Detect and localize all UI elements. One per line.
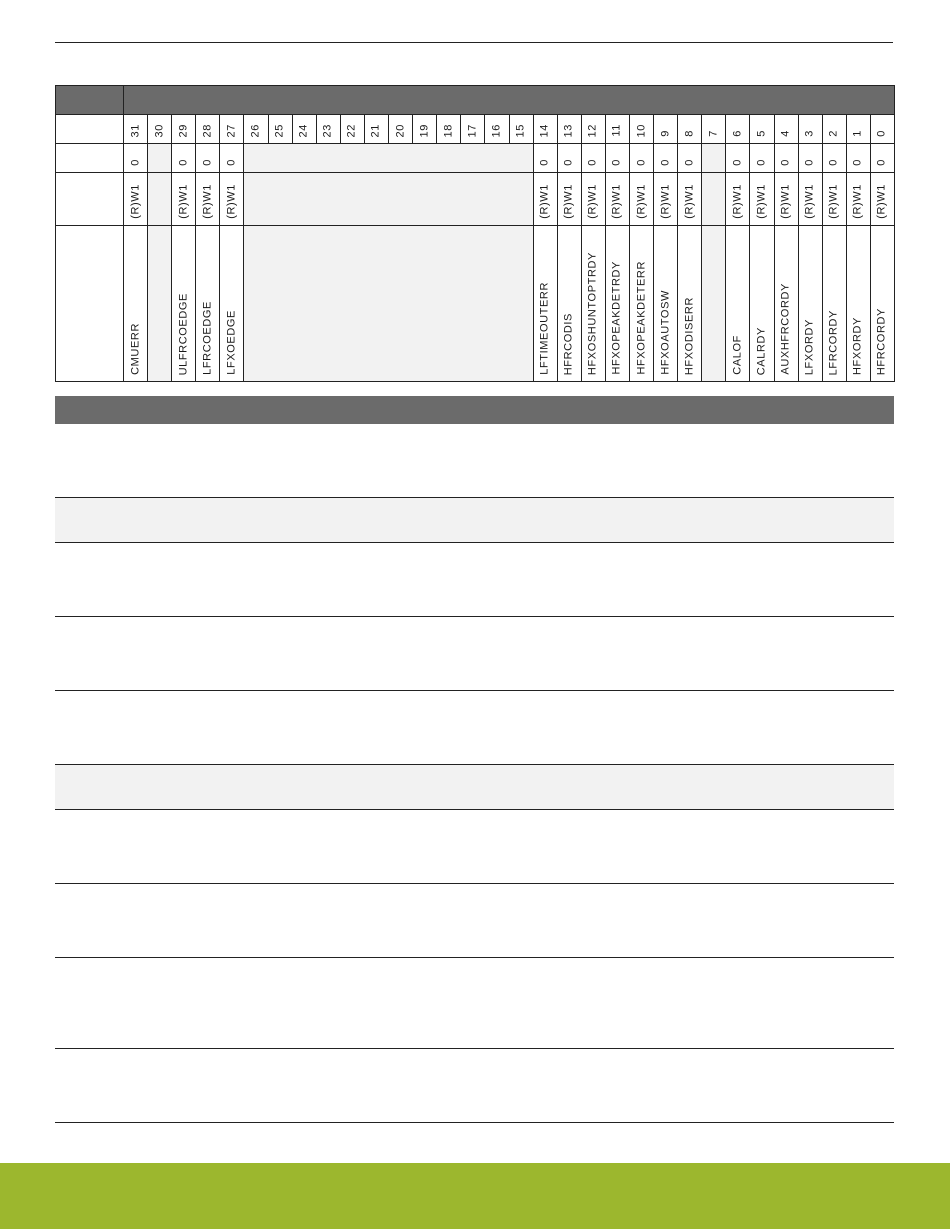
bit-number: 27	[225, 123, 238, 137]
reset-value: 0	[610, 159, 623, 166]
bit-number: 25	[273, 123, 286, 137]
reset-value-cell	[654, 144, 678, 173]
bit-number-cell	[413, 115, 437, 144]
field-row-shaded	[55, 498, 894, 542]
access-value-cell	[726, 173, 750, 226]
bit-number: 2	[827, 130, 840, 137]
bit-number: 29	[177, 123, 190, 137]
access-value-cell	[654, 173, 678, 226]
bit-number-cell	[702, 115, 726, 144]
reset-value-cell	[774, 144, 798, 173]
bit-number-cell	[148, 115, 172, 144]
footer-band	[0, 1163, 950, 1229]
bit-number-row	[56, 115, 895, 144]
bit-number: 11	[610, 124, 623, 137]
reset-value: 0	[755, 159, 768, 166]
bit-number: 15	[514, 123, 527, 137]
field-name: HFXOPEAKDETRDY	[610, 261, 623, 375]
access-value: (R)W1	[586, 184, 599, 219]
field-name-cell	[533, 226, 557, 382]
reset-value-cell	[678, 144, 702, 173]
bit-number-cell	[389, 115, 413, 144]
access-row-label-cell	[56, 173, 124, 226]
bit-number-cell	[605, 115, 629, 144]
access-value-cell	[557, 173, 581, 226]
reset-value: 0	[851, 159, 864, 166]
bit-number: 30	[153, 123, 166, 137]
reset-value-row	[56, 144, 895, 173]
bit-number-cell	[726, 115, 750, 144]
reset-value-cell	[726, 144, 750, 173]
field-name-cell	[220, 226, 244, 382]
bit-number-cell	[461, 115, 485, 144]
access-value: (R)W1	[225, 184, 238, 219]
field-name-cell	[557, 226, 581, 382]
reset-value-cell	[196, 144, 220, 173]
reserved-bits-26-15	[244, 144, 533, 173]
reset-value: 0	[683, 159, 696, 166]
access-value-cell	[220, 173, 244, 226]
bit-number-cell	[268, 115, 292, 144]
reserved-bit-30	[148, 144, 172, 173]
bit-number-cell	[533, 115, 557, 144]
access-value-cell	[605, 173, 629, 226]
field-row-divider	[55, 957, 894, 958]
access-value: (R)W1	[538, 184, 551, 219]
bit-number-cell	[509, 115, 533, 144]
reset-value: 0	[659, 159, 672, 166]
field-name: HFXOSHUNTOPTRDY	[586, 251, 599, 375]
bit-number: 12	[586, 123, 599, 137]
field-name-cell	[846, 226, 870, 382]
access-value: (R)W1	[201, 184, 214, 219]
access-value-cell	[196, 173, 220, 226]
reset-value: 0	[779, 159, 792, 166]
access-value: (R)W1	[803, 184, 816, 219]
bit-number: 26	[249, 123, 262, 137]
bit-number-cell	[581, 115, 605, 144]
field-name-cell	[629, 226, 653, 382]
bit-number: 18	[442, 123, 455, 137]
bit-number-cell	[750, 115, 774, 144]
field-name: CMUERR	[129, 323, 142, 375]
bit-number: 14	[538, 123, 551, 137]
field-name: LFTIMEOUTERR	[538, 282, 551, 375]
reset-value: 0	[803, 159, 816, 166]
reset-value-cell	[846, 144, 870, 173]
field-name: HFXODISERR	[683, 296, 696, 375]
bit-number: 13	[562, 123, 575, 137]
bit-number-cell	[364, 115, 388, 144]
field-name-cell	[870, 226, 894, 382]
reset-value-cell	[870, 144, 894, 173]
field-name: LFXOEDGE	[225, 310, 238, 375]
reserved-bits-26-15	[244, 226, 533, 382]
field-name: LFRCORDY	[827, 309, 840, 375]
reserved-bit-7	[702, 226, 726, 382]
field-name: ULFRCOEDGE	[177, 292, 190, 375]
access-value: (R)W1	[635, 184, 648, 219]
reset-value-cell	[605, 144, 629, 173]
bit-number: 10	[635, 123, 648, 137]
reset-value: 0	[225, 159, 238, 166]
bit-number-cell	[437, 115, 461, 144]
bit-number: 24	[297, 123, 310, 137]
access-value-cell	[533, 173, 557, 226]
bit-number: 19	[418, 123, 431, 137]
bit-number: 5	[755, 130, 768, 137]
access-value-cell	[870, 173, 894, 226]
name-row-label-cell	[56, 226, 124, 382]
access-value-cell	[124, 173, 148, 226]
access-value-cell	[750, 173, 774, 226]
reset-value: 0	[129, 159, 142, 166]
reset-value-cell	[172, 144, 196, 173]
field-name-row	[56, 226, 895, 382]
reset-value-cell	[629, 144, 653, 173]
bit-number-cell	[340, 115, 364, 144]
bit-number: 4	[779, 130, 792, 137]
reset-value: 0	[562, 159, 575, 166]
field-row-divider	[55, 1122, 894, 1123]
register-bit-table	[55, 85, 895, 382]
reset-value-cell	[798, 144, 822, 173]
bit-number-cell	[798, 115, 822, 144]
access-value: (R)W1	[779, 184, 792, 219]
field-name-cell	[750, 226, 774, 382]
bit-number: 9	[659, 130, 672, 137]
reset-value: 0	[635, 159, 648, 166]
bit-number-cell	[244, 115, 268, 144]
reset-value-cell	[581, 144, 605, 173]
access-value-cell	[678, 173, 702, 226]
reset-value-cell	[557, 144, 581, 173]
bit-number-cell	[870, 115, 894, 144]
reset-value: 0	[731, 159, 744, 166]
bit-number-cell	[822, 115, 846, 144]
reset-value-cell	[822, 144, 846, 173]
access-value: (R)W1	[129, 184, 142, 219]
reset-value: 0	[177, 159, 190, 166]
access-value-cell	[629, 173, 653, 226]
field-name-cell	[605, 226, 629, 382]
bit-number-cell	[220, 115, 244, 144]
bit-number-cell	[124, 115, 148, 144]
reset-value-cell	[124, 144, 148, 173]
field-name: CALRDY	[755, 326, 768, 375]
bit-row-label-cell	[56, 115, 124, 144]
access-value-cell	[846, 173, 870, 226]
reset-row-label-cell	[56, 144, 124, 173]
bit-number-cell	[557, 115, 581, 144]
bit-number-cell	[654, 115, 678, 144]
bit-number: 22	[345, 123, 358, 137]
reserved-bit-7	[702, 144, 726, 173]
bit-number-cell	[292, 115, 316, 144]
field-name-cell	[581, 226, 605, 382]
bit-number: 31	[129, 123, 142, 137]
bit-number-cell	[485, 115, 509, 144]
field-name: LFRCOEDGE	[201, 301, 214, 375]
register-header-bar	[124, 86, 895, 115]
register-header-row	[56, 86, 895, 115]
bit-number-cell	[678, 115, 702, 144]
bit-number: 28	[201, 123, 214, 137]
bit-number: 23	[321, 123, 334, 137]
reset-value: 0	[586, 159, 599, 166]
field-row-divider	[55, 1048, 894, 1049]
bit-number: 17	[466, 123, 479, 137]
reset-value-cell	[750, 144, 774, 173]
bit-number: 6	[731, 130, 744, 137]
field-name-cell	[172, 226, 196, 382]
field-name-cell	[654, 226, 678, 382]
field-name: AUXHFRCORDY	[779, 283, 792, 375]
field-row-shaded	[55, 765, 894, 809]
field-row-divider	[55, 616, 894, 617]
access-value: (R)W1	[177, 184, 190, 219]
bit-number: 3	[803, 130, 816, 137]
access-value: (R)W1	[610, 184, 623, 219]
access-value: (R)W1	[827, 184, 840, 219]
field-name: HFXORDY	[851, 317, 864, 375]
field-row-divider	[55, 809, 894, 810]
bit-number-cell	[196, 115, 220, 144]
field-name-cell	[196, 226, 220, 382]
field-name-cell	[678, 226, 702, 382]
access-row	[56, 173, 895, 226]
page-top-rule	[55, 42, 893, 43]
reserved-bit-30	[148, 173, 172, 226]
field-name-cell	[822, 226, 846, 382]
access-value: (R)W1	[683, 184, 696, 219]
reset-value: 0	[538, 159, 551, 166]
bit-number-cell	[316, 115, 340, 144]
access-value: (R)W1	[731, 184, 744, 219]
access-value-cell	[774, 173, 798, 226]
field-name: HFXOAUTOSW	[659, 290, 672, 375]
field-name: HFXOPEAKDETERR	[635, 261, 648, 375]
field-name: CALOF	[731, 335, 744, 375]
access-value-cell	[822, 173, 846, 226]
field-name-cell	[798, 226, 822, 382]
reset-value: 0	[201, 159, 214, 166]
field-table-header-bar	[55, 396, 894, 424]
field-name: LFXORDY	[803, 318, 816, 375]
access-value-cell	[581, 173, 605, 226]
reserved-bit-7	[702, 173, 726, 226]
bit-number: 21	[369, 123, 382, 137]
access-value-cell	[798, 173, 822, 226]
bit-number-cell	[774, 115, 798, 144]
bit-number-cell	[172, 115, 196, 144]
reset-value: 0	[875, 159, 888, 166]
field-name-cell	[726, 226, 750, 382]
bit-number: 0	[875, 130, 888, 137]
access-value: (R)W1	[851, 184, 864, 219]
bit-number: 7	[707, 130, 720, 137]
reset-value-cell	[220, 144, 244, 173]
bit-number: 1	[851, 130, 864, 137]
bit-number: 16	[490, 123, 503, 137]
register-header-label-cell	[56, 86, 124, 115]
field-name: HFRCODIS	[562, 312, 575, 375]
reserved-bits-26-15	[244, 173, 533, 226]
access-value-cell	[172, 173, 196, 226]
access-value: (R)W1	[875, 184, 888, 219]
field-name-cell	[774, 226, 798, 382]
field-name: HFRCORDY	[875, 307, 888, 375]
bit-number-cell	[846, 115, 870, 144]
access-value: (R)W1	[755, 184, 768, 219]
field-row-divider	[55, 542, 894, 543]
reset-value: 0	[827, 159, 840, 166]
reset-value-cell	[533, 144, 557, 173]
access-value: (R)W1	[659, 184, 672, 219]
bit-number: 20	[394, 123, 407, 137]
bit-number-cell	[629, 115, 653, 144]
field-name-cell	[124, 226, 148, 382]
bit-number: 8	[683, 130, 696, 137]
field-row-divider	[55, 883, 894, 884]
field-row-divider	[55, 690, 894, 691]
reserved-bit-30	[148, 226, 172, 382]
access-value: (R)W1	[562, 184, 575, 219]
